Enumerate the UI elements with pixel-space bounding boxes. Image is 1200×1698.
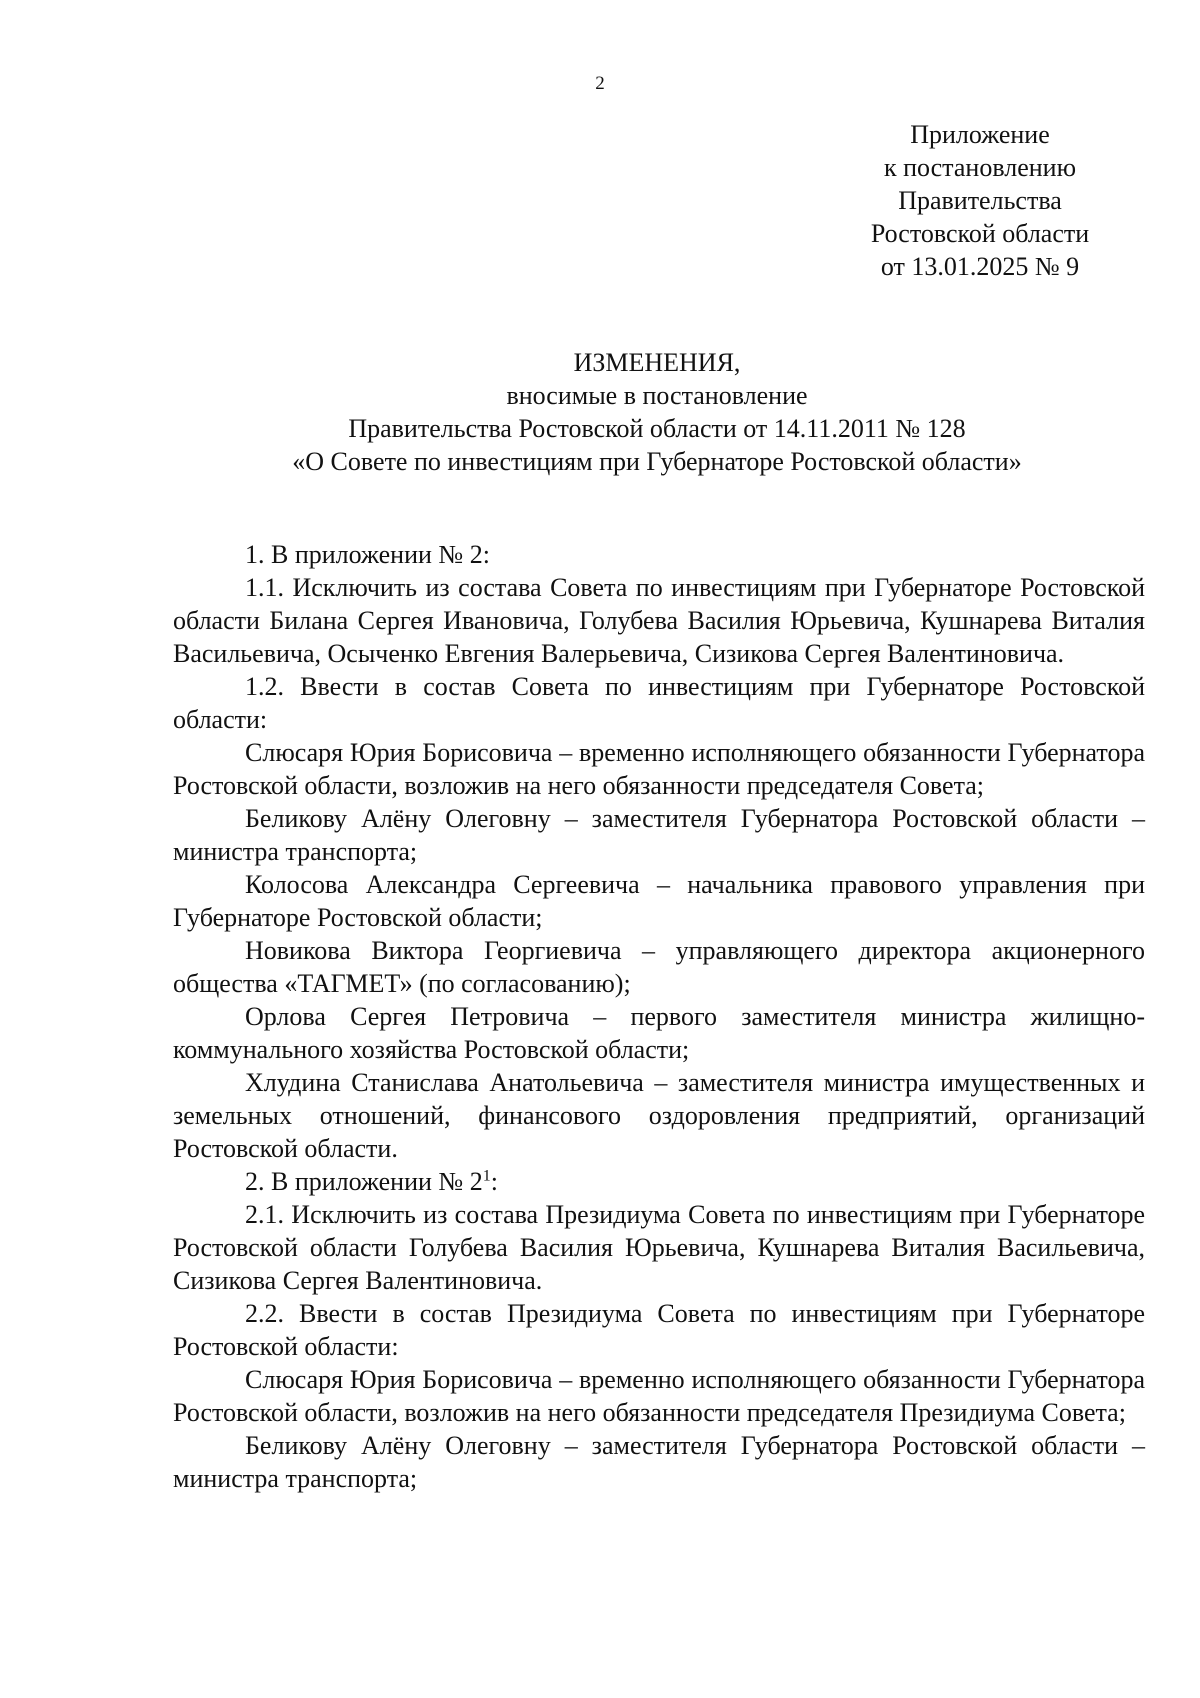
- paragraph: Слюсаря Юрия Борисовича – временно исполняющего обязанности Губернатора Ростовской области, возложив на него обязанности председателя Президиума Совета;: [173, 1365, 1145, 1427]
- paragraph: 1.2. Ввести в состав Совета по инвестициям при Губернаторе Ростовской области:: [173, 672, 1145, 734]
- page-number: 2: [595, 73, 605, 94]
- document-title: [170, 346, 1144, 478]
- paragraph: 1.1. Исключить из состава Совета по инвестициям при Губернаторе Ростовской области Билана Сергея Ивановича, Голубева Василия Юрьевича, Кушнарева Виталия Васильевича, Осыченко Евгения Валерьевича, Сизикова Сергея Валентиновича.: [173, 573, 1145, 668]
- paragraph: Беликову Алёну Олеговну – заместителя Губернатора Ростовской области – министра транспорта;: [173, 804, 1145, 866]
- section-2-heading: [173, 1165, 1145, 1198]
- section-2-heading-text: 2. В приложении № 2: [245, 1167, 483, 1196]
- paragraph: Колосова Александра Сергеевича – начальника правового управления при Губернаторе Ростовской области;: [173, 870, 1145, 932]
- paragraph: Хлудина Станислава Анатольевича – заместителя министра имущественных и земельных отношений, финансового оздоровления предприятий, организаций Ростовской области.: [173, 1068, 1145, 1163]
- appendix-reference: [840, 118, 1120, 283]
- paragraph: Новикова Виктора Георгиевича – управляющего директора акционерного общества «ТАГМЕТ» (по согласованию);: [173, 936, 1145, 998]
- paragraph: 1. В приложении № 2:: [245, 540, 490, 569]
- paragraph: 2.1. Исключить из состава Президиума Совета по инвестициям при Губернаторе Ростовской области Голубева Василия Юрьевича, Кушнарева Виталия Васильевича, Сизикова Сергея Валентиновича.: [173, 1200, 1145, 1295]
- title-line: «О Совете по инвестициям при Губернаторе Ростовской области»: [292, 447, 1022, 476]
- appendix-line: Приложение: [910, 120, 1050, 149]
- section-2-heading-suffix: :: [490, 1167, 498, 1196]
- appendix-line: от 13.01.2025 № 9: [880, 252, 1080, 281]
- title-heading: ИЗМЕНЕНИЯ,: [573, 348, 741, 377]
- appendix-line: Правительства: [898, 186, 1062, 215]
- paragraph: 2.2. Ввести в состав Президиума Совета по инвестициям при Губернаторе Ростовской области:: [173, 1299, 1145, 1361]
- appendix-line: Ростовской области: [870, 219, 1090, 248]
- paragraph: Беликову Алёну Олеговну – заместителя Губернатора Ростовской области – министра транспорта;: [173, 1431, 1145, 1493]
- superscript: 1: [482, 1167, 491, 1185]
- paragraph: Слюсаря Юрия Борисовича – временно исполняющего обязанности Губернатора Ростовской области, возложив на него обязанности председателя Совета;: [173, 738, 1145, 800]
- paragraph: Орлова Сергея Петровича – первого заместителя министра жилищно-коммунального хозяйства Ростовской области;: [173, 1002, 1145, 1064]
- appendix-line: к постановлению: [883, 153, 1077, 182]
- title-line: вносимые в постановление: [506, 381, 808, 410]
- document-body: [173, 538, 1145, 1495]
- title-line: Правительства Ростовской области от 14.11.2011 № 128: [348, 414, 966, 443]
